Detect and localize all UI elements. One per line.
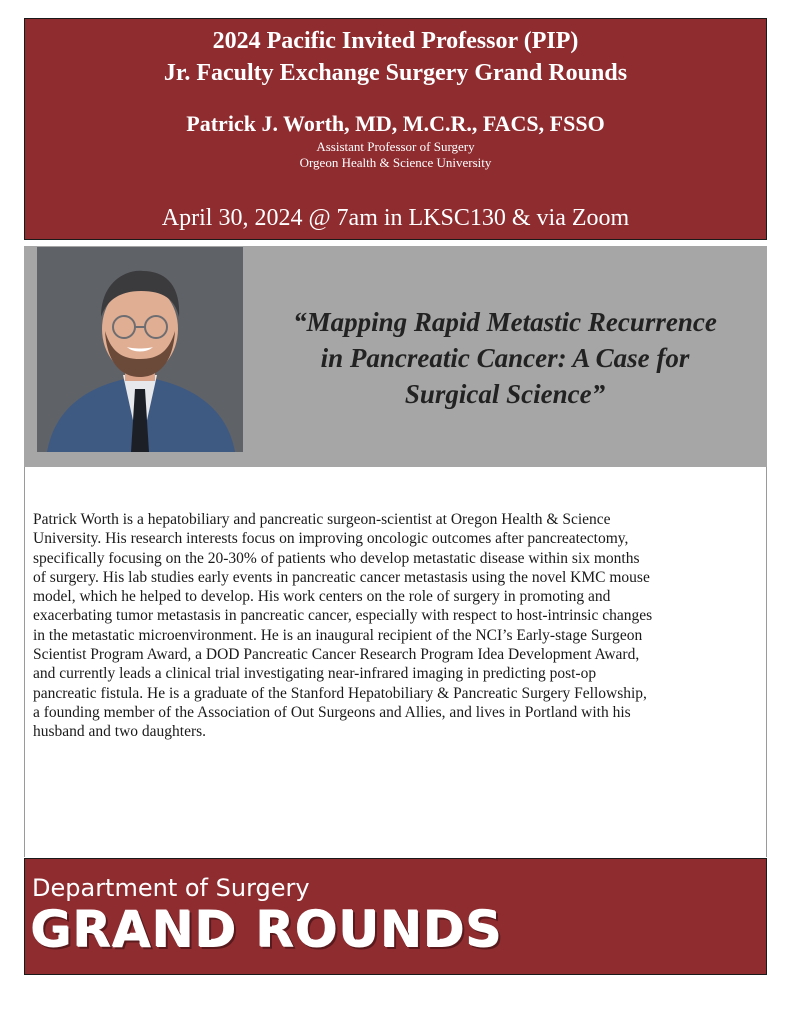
bio-line: of surgery. His lab studies early events in pancreatic cancer metastasis using the novel KMC mouse xyxy=(33,568,650,586)
speaker-bio xyxy=(33,510,761,742)
talk-title-line1: “Mapping Rapid Metastic Recurrence xyxy=(293,307,717,337)
bio-line: exacerbating tumor metastasis in pancreatic cancer, especially with respect to host-intrinsic changes xyxy=(33,607,653,625)
talk-title-line2: in Pancreatic Cancer: A Case for xyxy=(320,343,690,373)
series-title: GRAND ROUNDS xyxy=(31,901,503,959)
bio-line: specifically focusing on the 20-30% of patients who develop metastatic disease within six months xyxy=(33,549,640,567)
bio-line: Patrick Worth is a hepatobiliary and pancreatic surgeon-scientist at Oregon Health & Science xyxy=(33,511,611,528)
speaker-name: Patrick J. Worth, MD, M.C.R., FACS, FSSO xyxy=(186,111,605,136)
bio-section xyxy=(24,467,767,857)
bio-line: Scientist Program Award, a DOD Pancreatic Cancer Research Program Idea Development Award, xyxy=(33,646,640,664)
footer-banner xyxy=(24,858,767,975)
bio-line: and currently leads a clinical trial investigating near-infrared imaging in predicting post-op xyxy=(33,665,597,683)
talk-title xyxy=(258,304,752,412)
flyer xyxy=(24,18,767,975)
talk-band xyxy=(24,246,767,467)
speaker-institution: Orgeon Health & Science University xyxy=(299,155,492,170)
bio-line: University. His research interests focus on improving oncologic outcomes after pancreatectomy, xyxy=(33,530,629,548)
bio-line: model, which he helped to develop. His work centers on the role of surgery in promoting and xyxy=(33,588,611,606)
event-details: April 30, 2024 @ 7am in LKSC130 & via Zoom xyxy=(161,205,630,231)
speaker-portrait-icon xyxy=(37,247,243,452)
bio-line: husband and two daughters. xyxy=(33,723,207,741)
talk-title-line3: Surgical Science” xyxy=(404,379,606,409)
bio-line: a founding member of the Association of Out Surgeons and Allies, and lives in Portland with his xyxy=(33,703,631,721)
bio-line: pancreatic fistula. He is a graduate of the Stanford Hepatobiliary & Pancreatic Surgery Fellowship, xyxy=(33,684,647,702)
header-banner xyxy=(24,18,767,240)
bio-line: in the metastatic microenvironment. He is an inaugural recipient of the NCI’s Early-stage Surgeon xyxy=(33,626,643,644)
department-name: Department of Surgery xyxy=(32,874,310,902)
event-title-line1: 2024 Pacific Invited Professor (PIP) xyxy=(212,28,579,54)
event-title-line2: Jr. Faculty Exchange Surgery Grand Rounds xyxy=(163,60,628,86)
speaker-title: Assistant Professor of Surgery xyxy=(316,139,475,154)
